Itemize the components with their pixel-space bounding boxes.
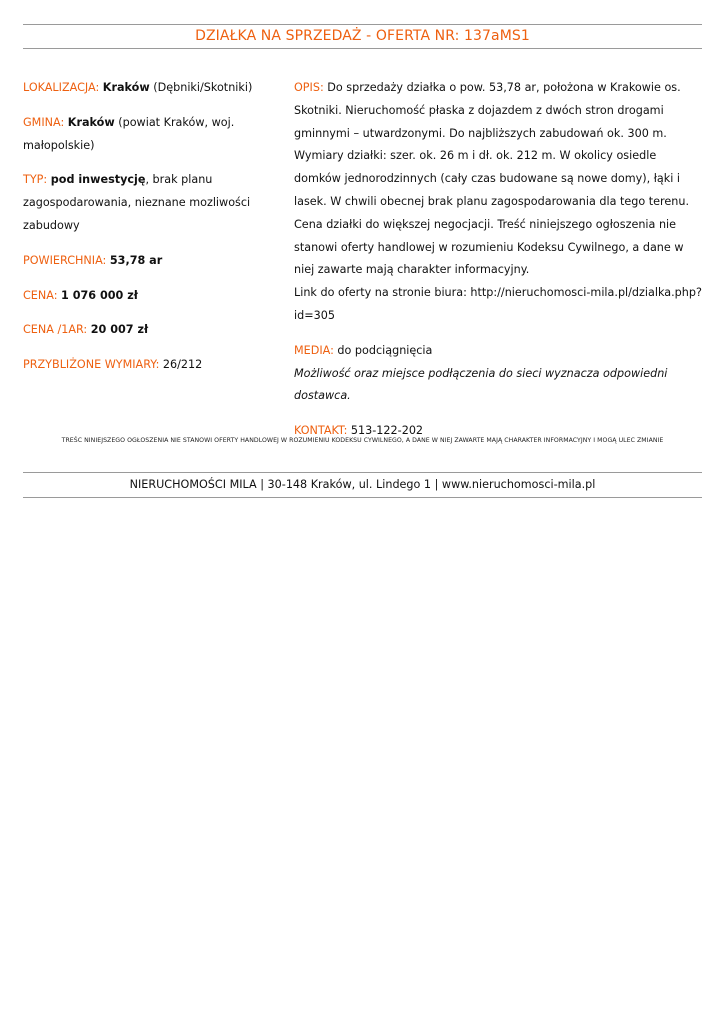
- type-detail: , brak planu zagospodarowania, nieznane mozliwości zabudowy: [23, 173, 251, 232]
- price-per-ar-value: 20 007 zł: [90, 323, 149, 337]
- type-value: pod inwestycję: [50, 173, 146, 187]
- dimensions-label: PRZYBLIŻONE WYMIARY:: [23, 358, 160, 372]
- contact-phone: 513-122-202: [347, 424, 424, 438]
- media-row: [294, 340, 704, 363]
- offer-link: Link do oferty na stronie biura: http://nieruchomosci-mila.pl/dzialka.php?id=305: [294, 286, 702, 322]
- legal-disclaimer: TREŚC NINIEJSZEGO OGŁOSZENIA NIE STANOWI OFERTY HANDLOWEJ W ROZUMIENIU KODEKSU CYWILNEGO, A DANE W NIEJ ZAWARTE MAJĄ CHARAKTER INFORMACYJNY I MOGĄ ULEC ZMIANIE: [61, 437, 664, 444]
- price-per-ar-row: [23, 319, 285, 342]
- header-top-rule: [23, 24, 702, 25]
- footer-bottom-rule: [23, 497, 702, 498]
- header-bottom-rule: [23, 48, 702, 49]
- location-city: Kraków: [102, 81, 150, 94]
- page-title: DZIAŁKA NA SPRZEDAŻ - OFERTA NR: 137aMS1: [195, 28, 530, 44]
- property-details: [23, 77, 285, 377]
- footer-top-rule: [23, 472, 702, 473]
- area-value: 53,78 ar: [109, 253, 163, 267]
- location-label: LOKALIZACJA:: [23, 81, 100, 94]
- description-label: OPIS:: [294, 81, 324, 94]
- price-label: CENA:: [23, 288, 58, 302]
- area-label: POWIERCHNIA:: [23, 253, 107, 267]
- location-district: (Dębniki/Skotniki): [149, 81, 253, 94]
- media-note: Możliwość oraz miejsce podłączenia do sieci wyznacza odpowiedni dostawca.: [294, 366, 668, 403]
- gmina-city: Kraków: [67, 115, 115, 129]
- media-label: MEDIA:: [294, 343, 334, 357]
- dimensions-value: 26/212: [159, 358, 203, 372]
- price-value: 1 076 000 zł: [61, 288, 138, 302]
- type-row: [23, 169, 285, 237]
- dimensions-row: [23, 354, 285, 377]
- gmina-row: [23, 112, 285, 158]
- footer-agency-info: NIERUCHOMOŚCI MILA | 30-148 Kraków, ul. Lindego 1 | www.nieruchomosci-mila.pl: [129, 478, 596, 491]
- gmina-detail: (powiat Kraków, woj. małopolskie): [23, 115, 235, 152]
- price-row: [23, 285, 285, 308]
- type-label: TYP:: [23, 173, 48, 187]
- gmina-label: GMINA:: [23, 115, 65, 129]
- price-per-ar-label: CENA /1AR:: [23, 323, 88, 337]
- location-row: [23, 77, 285, 100]
- media-value: do podciągnięcia: [333, 343, 433, 357]
- contact-label: KONTAKT:: [294, 424, 348, 438]
- offer-description: [294, 77, 704, 443]
- area-row: [23, 250, 285, 273]
- description-text: Do sprzedaży działka o pow. 53,78 ar, położona w Krakowie os. Skotniki. Nieruchomość płaska z dojazdem z dwóch stron drogami gminnymi – utwardzonymi. Do najbliższych zabudowań ok. 300 m. Wymiary działki: szer. ok. 26 m i dł. ok. 212 m. W okolicy osiedle domków jednorodzinnych (cały czas budowane są nowe domy), łąki i lasek. W chwili obecnej brak planu zagospodarowania dla tego terenu. Cena działki do większej negocjacji. Treść niniejszego ogłoszenia nie stanowi oferty handlowej w rozumieniu Kodeksu Cywilnego, a dane w niej zawarte mają charakter informacyjny.: [294, 81, 690, 277]
- description-block: [294, 77, 704, 282]
